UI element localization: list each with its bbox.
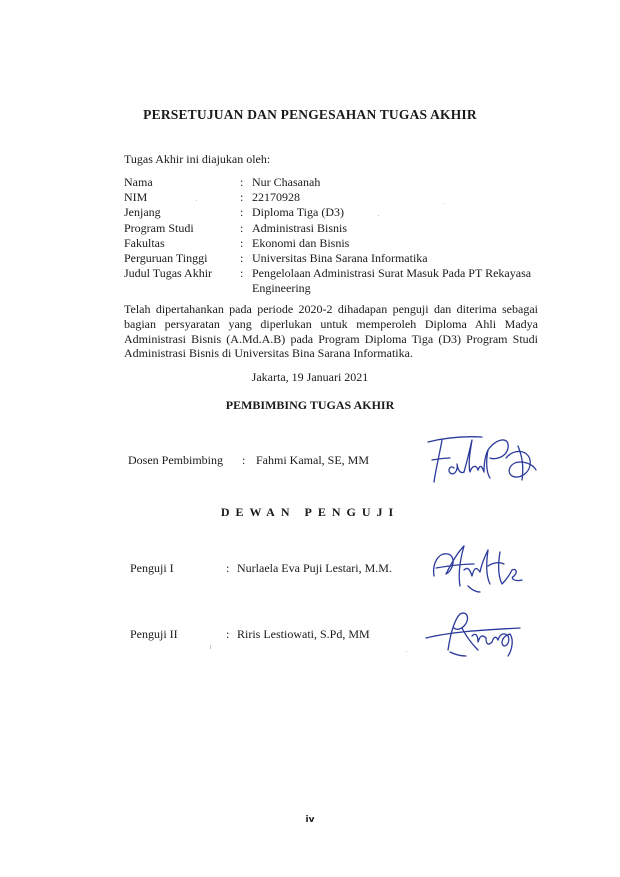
examiner-2-signature [420, 606, 540, 664]
examiner-separator: : [226, 561, 230, 575]
info-separator: : [240, 205, 244, 220]
info-value: Nur Chasanah [252, 175, 321, 189]
info-row-nama [124, 175, 544, 190]
examiner-row-2 [130, 627, 370, 642]
intro-text: Tugas Akhir ini diajukan oleh: [124, 152, 271, 166]
scan-speck [196, 200, 197, 201]
info-row-perguruan-tinggi [124, 251, 544, 266]
examiner-row-1 [130, 561, 392, 576]
info-value: Universitas Bina Sarana Informatika [252, 251, 428, 266]
info-separator: : [240, 190, 244, 205]
supervisor-name: Fahmi Kamal, SE, MM [256, 453, 369, 467]
info-row-nim [124, 190, 544, 205]
scan-speck [406, 651, 407, 652]
info-row-fakultas [124, 236, 544, 251]
info-separator: : [240, 220, 244, 235]
info-label: Perguruan Tinggi [124, 251, 208, 266]
scan-speck [378, 215, 379, 216]
approval-date: Jakarta, 19 Januari 2021 [251, 370, 369, 384]
examiner-name: Nurlaela Eva Puji Lestari, M.M. [237, 561, 392, 575]
info-value: 22170928 [252, 190, 300, 205]
supervisor-heading: PEMBIMBING TUGAS AKHIR [225, 398, 395, 412]
info-separator: : [240, 175, 244, 189]
info-row-judul [124, 266, 544, 296]
info-separator: : [240, 251, 244, 266]
document-title: PERSETUJUAN DAN PENGESAHAN TUGAS AKHIR [143, 107, 477, 122]
info-value: Ekonomi dan Bisnis [252, 235, 350, 250]
info-separator: : [240, 266, 244, 281]
info-value: Pengelolaan Administrasi Surat Masuk Pada PT Rekayasa Engineering [252, 266, 532, 296]
info-separator: : [240, 235, 244, 250]
student-info-table [124, 175, 544, 297]
info-row-program-studi [124, 221, 544, 236]
examiner-label: Penguji I [130, 561, 174, 575]
supervisor-row [128, 453, 369, 468]
info-value: Administrasi Bisnis [252, 220, 348, 235]
scan-speck [444, 203, 445, 204]
examiner-name: Riris Lestiowati, S.Pd, MM [237, 627, 370, 641]
supervisor-label: Dosen Pembimbing [128, 453, 223, 467]
scan-speck [210, 645, 211, 649]
supervisor-separator: : [242, 453, 246, 467]
info-label: Program Studi [124, 220, 194, 235]
examiner-label: Penguji II [130, 627, 178, 641]
info-value: Diploma Tiga (D3) [252, 205, 345, 220]
info-label: Fakultas [124, 235, 165, 250]
info-label: Nama [124, 175, 153, 189]
info-row-jenjang [124, 205, 544, 220]
supervisor-signature [424, 428, 544, 490]
info-label: Jenjang [124, 205, 161, 220]
page-number: iv [305, 815, 315, 825]
examiner-1-signature [428, 540, 540, 596]
examiner-heading: DEWAN PENGUJI [220, 505, 400, 519]
info-label: NIM [124, 190, 148, 205]
info-label: Judul Tugas Akhir [124, 266, 213, 281]
approval-paragraph: Telah dipertahankan pada periode 2020-2 dihadapan penguji dan diterima sebagai bagian persyaratan yang diperlukan untuk memperoleh Diploma Ahli Madya Administrasi Bisnis (A.Md.A.B) pada Program Diploma Tiga (D3) Program Studi Administrasi Bisnis di Universitas Bina Sarana Informatika. [124, 302, 538, 361]
examiner-separator: : [226, 627, 230, 641]
